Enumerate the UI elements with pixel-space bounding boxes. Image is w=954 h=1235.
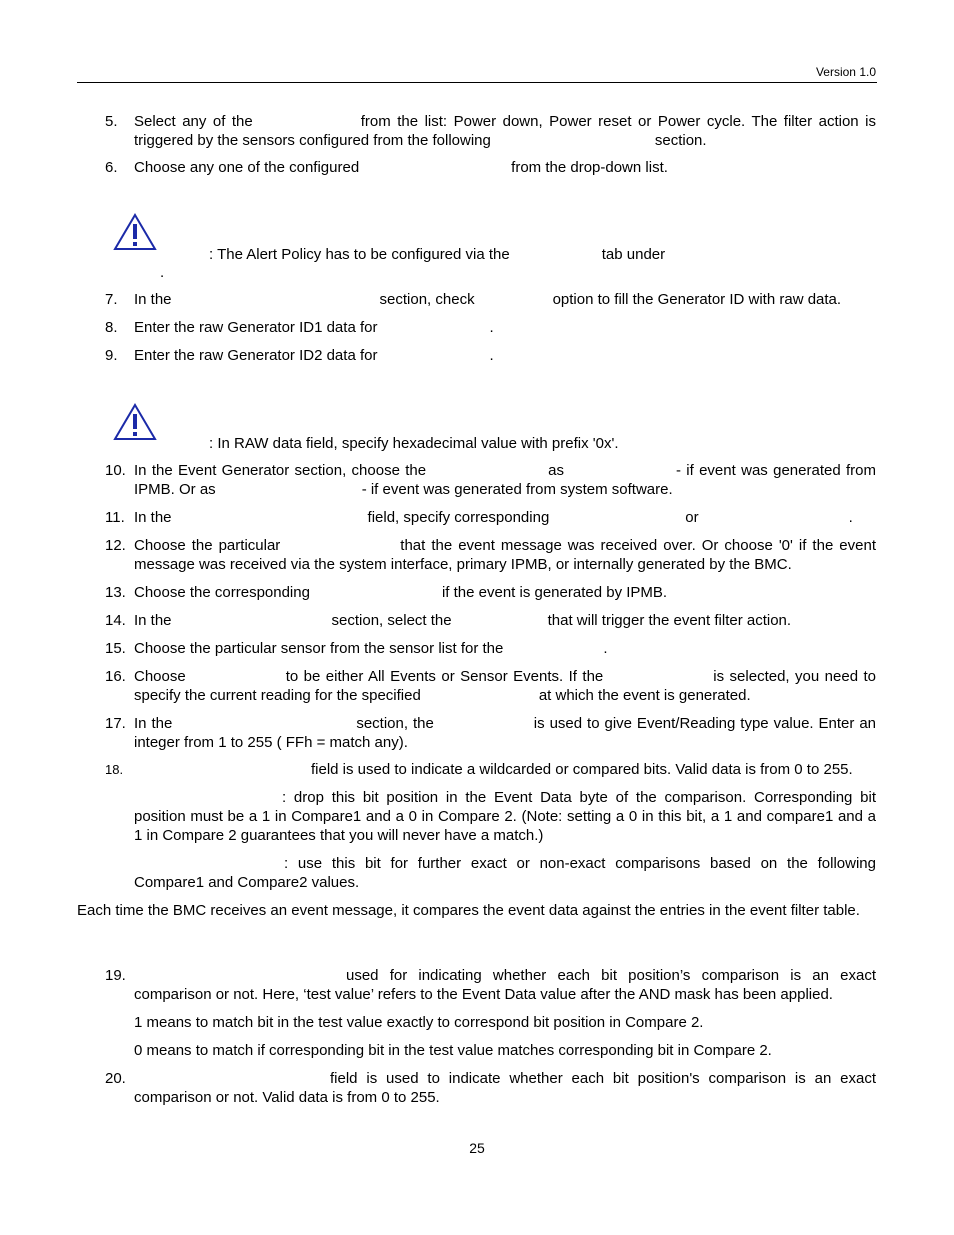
paragraph-compare-1: 1 means to match bit in the test value exactly to correspond bit position in Compare 2. [134, 1014, 704, 1031]
list-item-14: 14. In the section, select the that will trigger the event filter action. [105, 612, 792, 629]
note-period: . [160, 264, 165, 281]
list-item-17: 17. In the section, the is used to give Event/Reading type value. Enter an integer from 1 to 255 ( FFh = match any). [105, 715, 877, 751]
list-item-11: 11. In the field, specify corresponding or . [105, 509, 853, 526]
note-alert-policy: : The Alert Policy has to be configured via the tab under [209, 246, 666, 263]
list-item-20: 20. field is used to indicate whether each bit position's comparison is an exact comparison or not. Valid data is from 0 to 255. [105, 1070, 876, 1106]
paragraph-mask-use: : use this bit for further exact or non-exact comparisons based on the following Compare1 and Compare2 values. [134, 855, 876, 891]
list-item-15: 15. Choose the particular sensor from the sensor list for the . [105, 640, 608, 657]
paragraph-mask-drop: : drop this bit position in the Event Data byte of the comparison. Corresponding bit position must be a 1 in Compare1 and a 0 in Compare 2. (Note: setting a 0 in this bit, a 1 and compare1 and a 1 in Compare 2 guarantees that you will never have a match.) [134, 789, 876, 844]
paragraph-event-filter: Each time the BMC receives an event message, it compares the event data against the entries in the event filter table. [77, 902, 860, 919]
list-item-7: 7. In the section, check option to fill the Generator ID with raw data. [105, 291, 842, 308]
list-item-16: 16. Choose to be either All Events or Sensor Events. If the is selected, you need to specify the current reading for the specified at which the event is generated. [105, 668, 877, 704]
list-item-6: 6. Choose any one of the configured from the drop-down list. [105, 159, 668, 176]
item-number: 5. [105, 113, 118, 130]
list-item-19: 19. used for indicating whether each bit position’s comparison is an exact comparison or not. Here, ‘test value’ refers to the Event Data value after the AND mask has been applied. [105, 967, 876, 1003]
list-item-9: 9. Enter the raw Generator ID2 data for . [105, 347, 494, 364]
list-item-13: 13. Choose the corresponding if the event is generated by IPMB. [105, 584, 668, 601]
list-item-8: 8. Enter the raw Generator ID1 data for . [105, 319, 494, 336]
note-raw-data: : In RAW data field, specify hexadecimal value with prefix '0x'. [209, 435, 619, 452]
warning-triangle-icon [113, 213, 157, 251]
list-item-10: 10. In the Event Generator section, choose the as - if event was generated from IPMB. Or as - if event was generated from system software. [105, 462, 876, 498]
warning-triangle-icon [113, 403, 157, 441]
header-rule [77, 82, 877, 83]
version-label: Version 1.0 [815, 65, 876, 79]
list-item-12: 12. Choose the particular that the event message was received over. Or choose '0' if the event message was received via the system interface, primary IPMB, or internally generated by the BMC. [105, 537, 876, 573]
list-item-18: 18. field is used to indicate a wildcarded or compared bits. Valid data is from 0 to 255. [105, 761, 853, 778]
paragraph-compare-0: 0 means to match if corresponding bit in the test value matches corresponding bit in Compare 2. [134, 1042, 772, 1059]
page-number: 25 [469, 1140, 485, 1156]
list-item-5: 5. Select any of the from the list: Power down, Power reset or Power cycle. The filter action is triggered by the sensors configured from the following section. [105, 113, 876, 149]
